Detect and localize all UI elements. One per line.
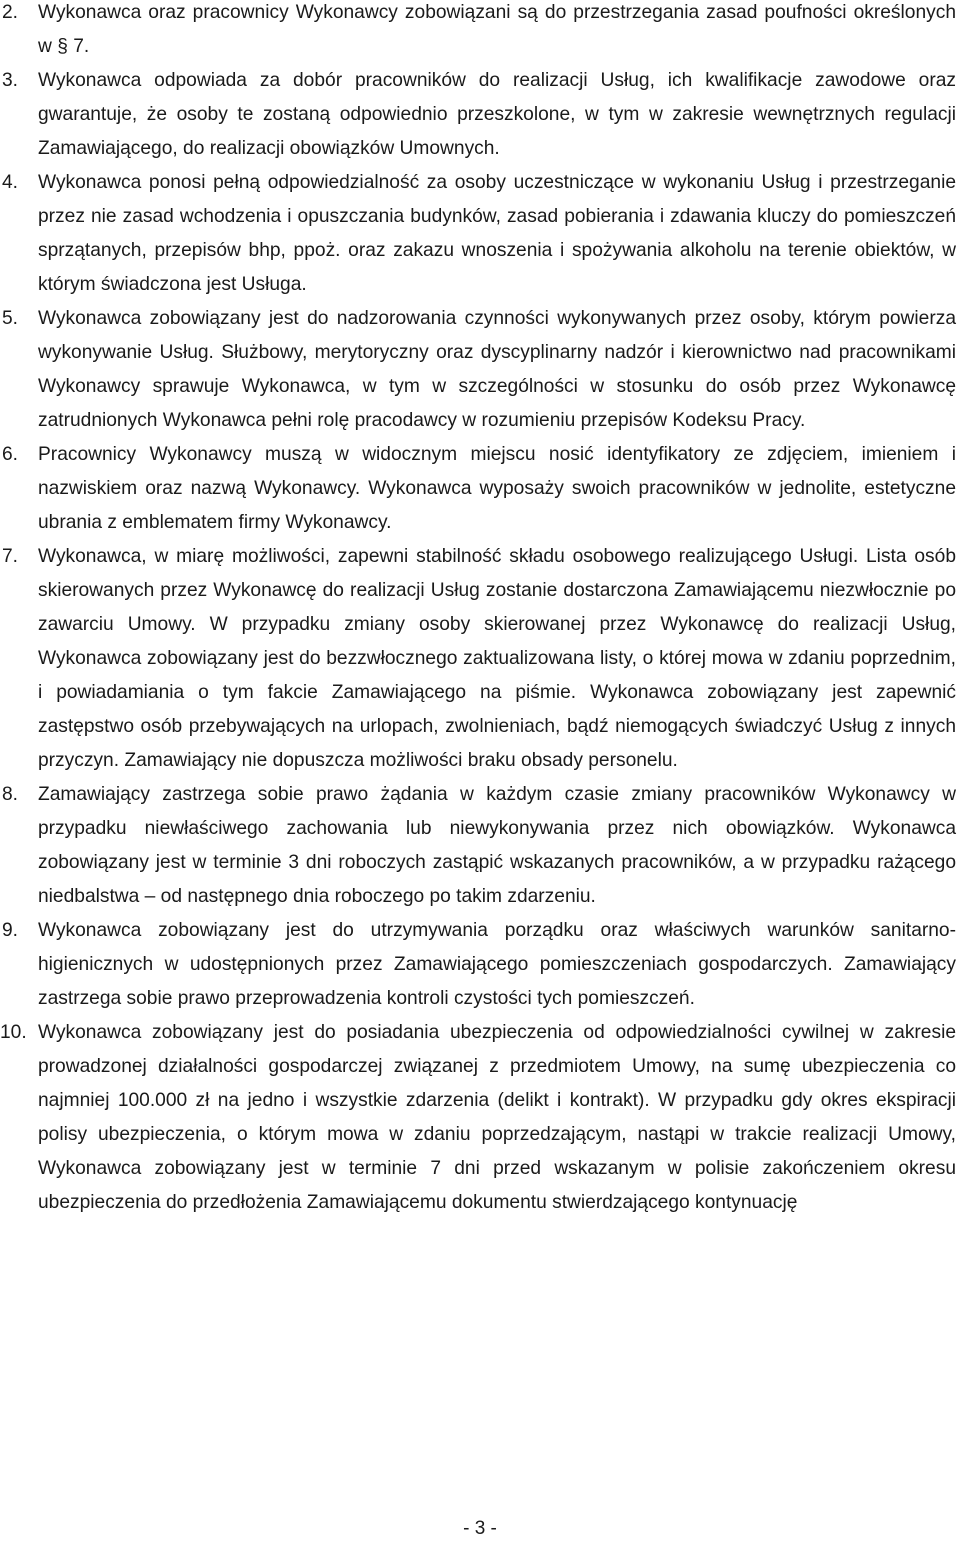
- item-text: Wykonawca zobowiązany jest do nadzorowania czynności wykonywanych przez osoby, którym powierza wykonywanie Usług. Służbowy, merytoryczny oraz dyscyplinarny nadzór i kierownictwo nad pracownikami Wykonawcy sprawuje Wykonawca, w tym w szczególności w stosunku do osób przez Wykonawcę zatrudnionych Wykonawca pełni rolę pracodawcy w rozumieniu przepisów Kodeksu Pracy.: [38, 308, 956, 431]
- item-number: 10.: [0, 1022, 27, 1043]
- item-text: Pracownicy Wykonawcy muszą w widocznym miejscu nosić identyfikatory ze zdjęciem, imieniem i nazwiskiem oraz nazwą Wykonawcy. Wykonawca wyposaży swoich pracowników w jednolite, estetyczne ubrania z emblematem firmy Wykonawcy.: [38, 444, 956, 533]
- list-item: [0, 1016, 956, 1220]
- list-item: [0, 914, 956, 1016]
- item-number: 3.: [2, 70, 19, 91]
- list-item: [0, 778, 956, 914]
- item-number: 9.: [2, 920, 19, 941]
- list-item: [0, 302, 956, 438]
- list-item: [0, 64, 956, 166]
- page-number: - 3 -: [463, 1518, 497, 1539]
- item-text: Wykonawca zobowiązany jest do utrzymywania porządku oraz właściwych warunków sanitarno-higienicznych w udostępnionych przez Zamawiającego pomieszczeniach gospodarczych. Zamawiający zastrzega sobie prawo przeprowadzenia kontroli czystości tych pomieszczeń.: [38, 920, 956, 1009]
- list-item: [0, 0, 956, 64]
- item-number: 4.: [2, 172, 19, 193]
- list-item: [0, 166, 956, 302]
- item-number: 2.: [2, 2, 19, 23]
- list-item: [0, 540, 956, 778]
- item-number: 8.: [2, 784, 19, 805]
- item-number: 7.: [2, 546, 19, 567]
- item-text: Zamawiający zastrzega sobie prawo żądania w każdym czasie zmiany pracowników Wykonawcy w przypadku niewłaściwego zachowania lub niewykonywania przez nich obowiązków. Wykonawca zobowiązany jest w terminie 3 dni roboczych zastąpić wskazanych pracowników, a w przypadku rażącego niedbalstwa – od następnego dnia roboczego po takim zdarzeniu.: [38, 784, 956, 907]
- item-text: Wykonawca ponosi pełną odpowiedzialność za osoby uczestniczące w wykonaniu Usług i przestrzeganie przez nie zasad wchodzenia i opuszczania budynków, zasad pobierania i zdawania kluczy do pomieszczeń sprzątanych, przepisów bhp, ppoż. oraz zakazu wnoszenia i spożywania alkoholu na terenie obiektów, w którym świadczona jest Usługa.: [38, 172, 956, 295]
- item-text: Wykonawca oraz pracownicy Wykonawcy zobowiązani są do przestrzegania zasad poufności określonych w § 7.: [38, 2, 956, 57]
- item-text: Wykonawca, w miarę możliwości, zapewni stabilność składu osobowego realizującego Usługi. Lista osób skierowanych przez Wykonawcę do realizacji Usług zostanie dostarczona Zamawiającemu niezwłocznie po zawarciu Umowy. W przypadku zmiany osoby skierowanej przez Wykonawcę do realizacji Usług, Wykonawca zobowiązany jest do bezzwłocznego zaktualizowana listy, o której mowa w zdaniu poprzednim, i powiadamiania o tym fakcie Zamawiającego na piśmie. Wykonawca zobowiązany jest zapewnić zastępstwo osób przebywających na urlopach, zwolnieniach, bądź niemogących świadczyć Usług z innych przyczyn. Zamawiający nie dopuszcza możliwości braku obsady personelu.: [38, 546, 956, 771]
- item-number: 6.: [2, 444, 19, 465]
- list-item: [0, 438, 956, 540]
- item-text: Wykonawca odpowiada za dobór pracowników do realizacji Usług, ich kwalifikacje zawodowe oraz gwarantuje, że osoby te zostaną odpowiednio przeszkolone, w tym w zakresie wewnętrznych regulacji Zamawiającego, do realizacji obowiązków Umownych.: [38, 70, 956, 159]
- item-text: Wykonawca zobowiązany jest do posiadania ubezpieczenia od odpowiedzialności cywilnej w zakresie prowadzonej działalności gospodarczej związanej z przedmiotem Umowy, na sumę ubezpieczenia co najmniej 100.000 zł na jedno i wszystkie zdarzenia (delikt i kontrakt). W przypadku gdy okres ekspiracji polisy ubezpieczenia, o którym mowa w zdaniu poprzedzającym, nastąpi w trakcie realizacji Umowy, Wykonawca zobowiązany jest w terminie 7 dni przed wskazanym w polisie zakończeniem okresu ubezpieczenia do przedłożenia Zamawiającemu dokumentu stwierdzającego kontynuację: [38, 1022, 956, 1213]
- item-number: 5.: [2, 308, 19, 329]
